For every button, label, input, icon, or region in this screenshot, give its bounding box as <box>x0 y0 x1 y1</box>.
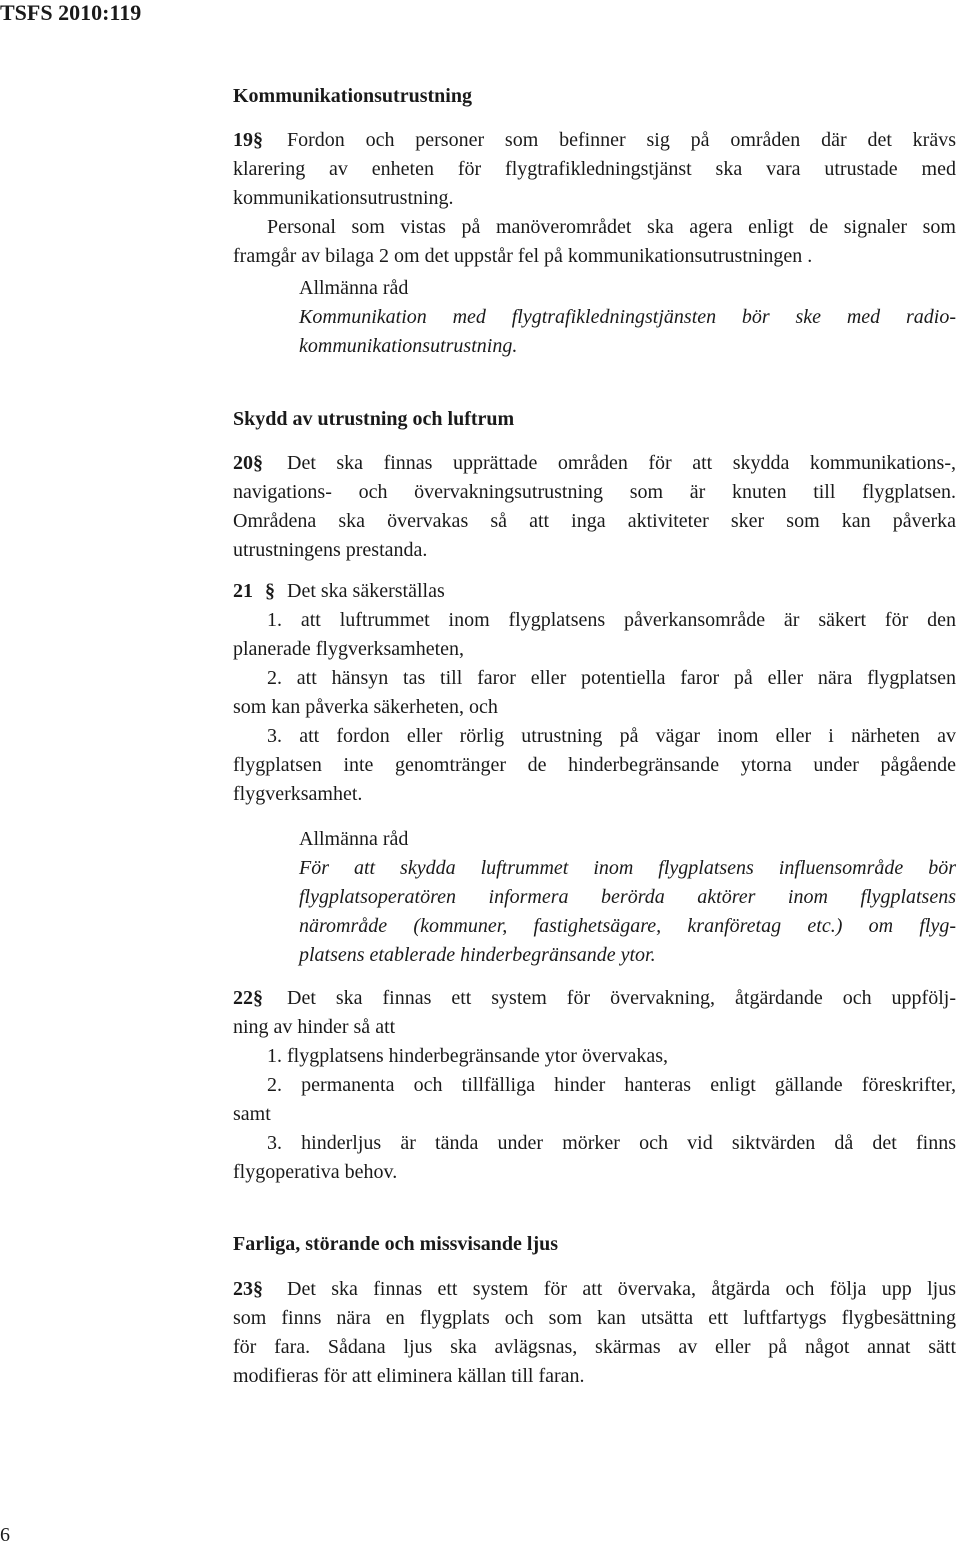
advice-title: Allmänna råd <box>299 277 409 299</box>
list-item: 3. hinderljus är tända under mörker och vid siktvärden då det finns <box>267 1132 956 1154</box>
paragraph-text: framgår av bilaga 2 om det uppstår fel på kommunikationsutrustningen . <box>233 245 813 267</box>
list-item: 2. permanenta och tillfälliga hinder hanteras enligt gällande föreskrifter, <box>267 1074 956 1096</box>
paragraph-text: Personal som vistas på manöverområdet ska agera enligt de signaler som <box>267 216 956 238</box>
paragraph-number: 20 <box>233 452 253 474</box>
paragraph-text: modifieras för att eliminera källan till faran. <box>233 1365 585 1387</box>
document-header: TSFS 2010:119 <box>0 0 142 25</box>
paragraph-text: Det ska finnas ett system för övervakning, åtgärdande och uppfölj- <box>287 987 956 1009</box>
advice-text: platsens etablerade hinderbegränsande ytor. <box>299 944 656 966</box>
paragraph-text: Fordon och personer som befinner sig på områden där det krävs <box>287 129 956 151</box>
advice-text: kommunikationsutrustning. <box>299 335 518 357</box>
section-heading-kommunikation: Kommunikationsutrustning <box>233 85 472 107</box>
paragraph-number: 21 <box>233 580 253 602</box>
paragraph-text: navigations- och övervakningsutrustning som är knuten till flygplatsen. <box>233 481 956 503</box>
list-item: som kan påverka säkerheten, och <box>233 696 498 718</box>
paragraph-21 <box>233 577 956 809</box>
paragraph-text: utrustningens prestanda. <box>233 539 428 561</box>
list-item: planerade flygverksamheten, <box>233 638 465 660</box>
paragraph-number: 23 <box>233 1278 253 1300</box>
paragraph-number: 19 <box>233 129 253 151</box>
section-sign: § <box>253 1278 263 1300</box>
paragraph-23 <box>233 1275 956 1391</box>
section-heading-skydd: Skydd av utrustning och luftrum <box>233 408 515 430</box>
advice-text: För att skydda luftrummet inom flygplatsens influensområde bör <box>299 857 956 879</box>
advice-text: närområde (kommuner, fastighetsägare, kranföretag etc.) om flyg- <box>299 915 956 937</box>
advice-text: flygplatsoperatören informera berörda aktörer inom flygplatsens <box>299 886 956 908</box>
list-item: flygoperativa behov. <box>233 1161 398 1183</box>
paragraph-text: kommunikationsutrustning. <box>233 187 454 209</box>
general-advice-box <box>299 274 956 361</box>
advice-title: Allmänna råd <box>299 828 409 850</box>
paragraph-text: Områdena ska övervakas så att inga aktiviteter sker som kan påverka <box>233 510 956 532</box>
paragraph-22 <box>233 984 956 1187</box>
paragraph-text: Det ska finnas upprättade områden för att skydda kommunikations-, <box>287 452 956 474</box>
page-number: 6 <box>0 1524 10 1546</box>
section-sign: § <box>253 129 263 151</box>
paragraph-text: Det ska säkerställas <box>287 580 445 602</box>
list-item: flygverksamhet. <box>233 783 363 805</box>
paragraph-text: som finns nära en flygplats och som kan utsätta ett luftfartygs flygbesättning <box>233 1307 956 1329</box>
list-item: 1. flygplatsens hinderbegränsande ytor övervakas, <box>267 1045 668 1067</box>
section-sign: § <box>253 987 263 1009</box>
paragraph-text: för fara. Sådana ljus ska avlägsnas, skärmas av eller på något annat sätt <box>233 1336 956 1358</box>
list-item: 3. att fordon eller rörlig utrustning på vägar inom eller i närheten av <box>267 725 956 747</box>
list-item: flygplatsen inte genomtränger de hinderbegränsande ytorna under pågående <box>233 754 956 776</box>
paragraph-text: klarering av enheten för flygtrafikledningstjänst ska vara utrustade med <box>233 158 956 180</box>
document-body <box>233 82 956 1391</box>
section-heading-ljus: Farliga, störande och missvisande ljus <box>233 1233 559 1255</box>
list-item: 1. att luftrummet inom flygplatsens påverkansområde är säkert för den <box>267 609 956 631</box>
section-sign: § <box>265 580 275 602</box>
list-item: 2. att hänsyn tas till faror eller potentiella faror på eller nära flygplatsen <box>267 667 956 689</box>
paragraph-number: 22 <box>233 987 253 1009</box>
paragraph-19 <box>233 126 956 271</box>
paragraph-text: ning av hinder så att <box>233 1016 396 1038</box>
list-item: samt <box>233 1103 271 1125</box>
paragraph-text: Det ska finnas ett system för att övervaka, åtgärda och följa upp ljus <box>287 1278 956 1300</box>
general-advice-box <box>299 825 956 970</box>
advice-text: Kommunikation med flygtrafikledningstjänsten bör ske med radio- <box>299 306 956 328</box>
section-sign: § <box>253 452 263 474</box>
paragraph-20 <box>233 449 956 565</box>
